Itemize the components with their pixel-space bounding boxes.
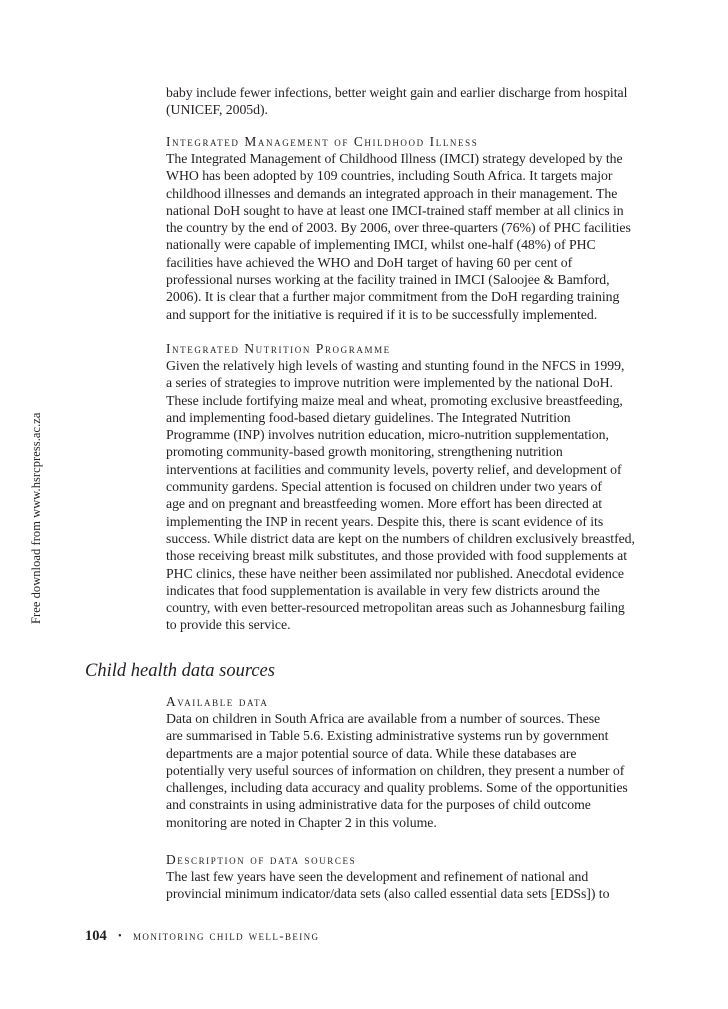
available-data-section <box>166 693 656 831</box>
inp-section <box>166 340 656 634</box>
inp-paragraph: Given the relatively high levels of wasting and stunting found in the NFCS in 1999, a series of strategies to improve nutrition were implemented by the national DoH. These include fortifying maize meal and wheat, promoting exclusive breastfeeding, and implementing food-based dietary guidelines. The Integrated Nutrition Programme (INP) involves nutrition education, micro-nutrition supplementation, promoting community-based growth monitoring, strengthening nutrition interventions at facilities and community levels, poverty relief, and development of community gardens. Special attention is focused on children under two years of age and on pregnant and breastfeeding women. More effort has been directed at implementing the INP in recent years. Despite this, there is scant evidence of its success. While district data are kept on the numbers of children exclusively breastfed, those receiving breast milk substitutes, and those provided with food supplements at PHC clinics, these have neither been assimilated nor published. Anecdotal evidence indicates that food supplementation is available in very few districts around the country, with even better-resourced metropolitan areas such as Johannesburg failing to provide this service. <box>166 358 635 633</box>
imci-section <box>166 133 656 323</box>
page-footer <box>85 928 319 948</box>
running-title: monitoring child well-being <box>133 928 320 943</box>
footer-separator: • <box>118 931 122 942</box>
description-section <box>166 851 656 903</box>
intro-text: baby include fewer infections, better weight gain and earlier discharge from hospital (UNICEF, 2005d). <box>166 85 628 118</box>
available-data-paragraph: Data on children in South Africa are available from a number of sources. These are summarised in Table 5.6. Existing administrative systems run by government departments are a major potential source of data. While these databases are potentially very useful sources of information on children, they present a number of challenges, including data accuracy and quality problems. Some of the opportunities and constraints in using administrative data for the purposes of child outcome monitoring are noted in Chapter 2 in this volume. <box>166 711 628 830</box>
page-number: 104 <box>85 928 107 944</box>
description-heading: Description of data sources <box>166 852 357 867</box>
available-data-heading: Available data <box>166 694 269 709</box>
description-paragraph: The last few years have seen the development and refinement of national and provincial minimum indicator/data sets (also called essential data sets [EDSs]) to <box>166 869 610 902</box>
imci-paragraph: The Integrated Management of Childhood Illness (IMCI) strategy developed by the WHO has been adopted by 109 countries, including South Africa. It targets major childhood illnesses and demands an integrated approach in their management. The national DoH sought to have at least one IMCI-trained staff member at all clinics in the country by the end of 2003. By 2006, over three-quarters (76%) of PHC facilities nationally were capable of implementing IMCI, whilst one-half (48%) of PHC facilities have achieved the WHO and DoH target of having 60 per cent of professional nurses working at the facility trained in IMCI (Saloojee & Bamford, 2006). It is clear that a further major commitment from the DoH regarding training and support for the initiative is required if it is to be successfully implemented. <box>166 151 631 322</box>
section-heading: Child health data sources <box>85 661 275 681</box>
imci-heading: Integrated Management of Childhood Illness <box>166 134 479 149</box>
inp-heading: Integrated Nutrition Programme <box>166 341 391 356</box>
side-download-note: Free download from www.hsrcpress.ac.za <box>29 412 43 624</box>
intro-paragraph <box>166 84 656 119</box>
